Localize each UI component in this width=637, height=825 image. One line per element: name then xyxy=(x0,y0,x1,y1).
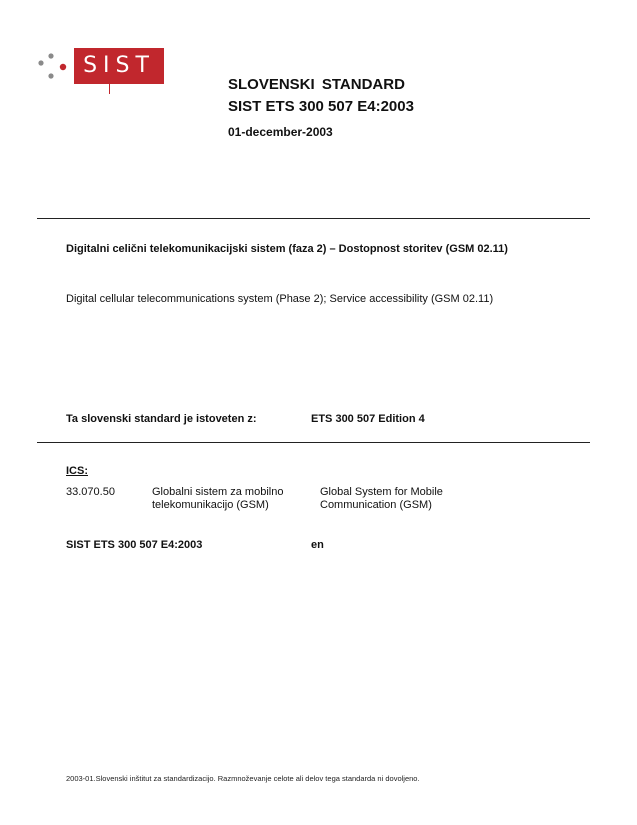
title-slovenian: Digitalni celični telekomunikacijski sistem (faza 2) – Dostopnost storitev (GSM 02.11) xyxy=(66,243,508,255)
ics-code: 33.070.50 xyxy=(66,486,115,498)
ics-description-slovenian: Globalni sistem za mobilno telekomunikacijo (GSM) xyxy=(152,486,284,511)
copyright-footer: 2003-01.Slovenski inštitut za standardizacijo. Razmnoževanje celote ali delov tega standarda ni dovoljeno. xyxy=(66,774,420,783)
sist-logo: SIST xyxy=(74,48,164,84)
identity-value: ETS 300 507 Edition 4 xyxy=(311,413,425,425)
publication-date: 01-december-2003 xyxy=(228,125,333,139)
standard-code-heading: SIST ETS 300 507 E4:2003 xyxy=(228,98,414,115)
logo-divider xyxy=(109,84,110,94)
middle-divider xyxy=(37,442,590,443)
standard-heading: SLOVENSKI STANDARD xyxy=(228,76,405,93)
logo-dots-icon xyxy=(36,48,70,84)
identity-label: Ta slovenski standard je istoveten z: xyxy=(66,413,257,425)
standard-code: SIST ETS 300 507 E4:2003 xyxy=(66,539,203,551)
ics-description-english: Global System for Mobile Communication (GSM) xyxy=(320,486,443,511)
title-english: Digital cellular telecommunications system (Phase 2); Service accessibility (GSM 02.11) xyxy=(66,293,494,305)
ics-label: ICS: xyxy=(66,465,88,477)
standard-language: en xyxy=(311,539,324,551)
top-divider xyxy=(37,218,590,219)
